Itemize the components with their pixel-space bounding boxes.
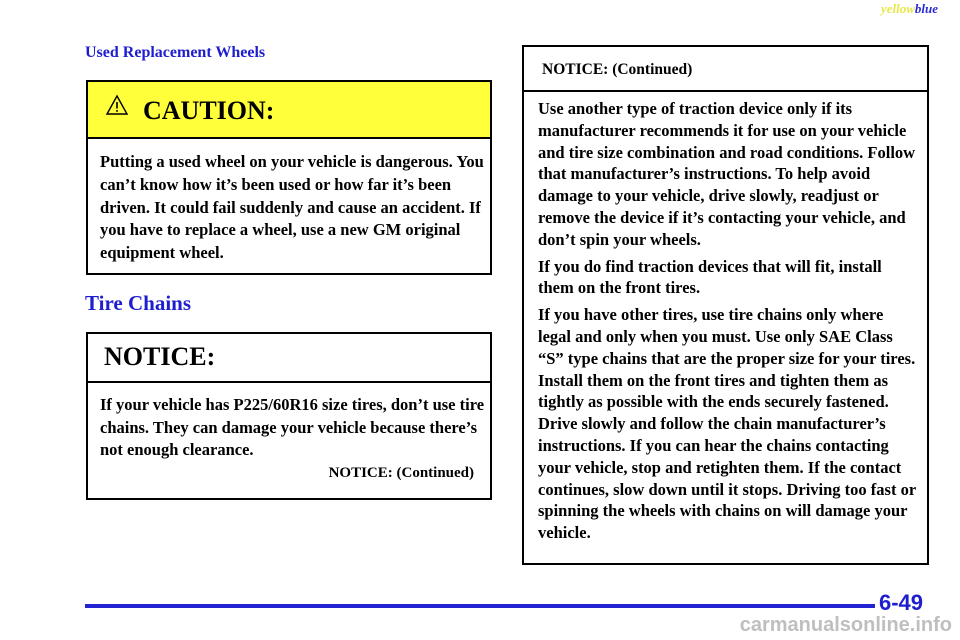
heading-tire-chains: Tire Chains	[85, 291, 192, 315]
caution-box	[86, 80, 492, 275]
notice-text: If your vehicle has P225/60R16 size tires, don’t use tire chains. They can damage your vehicle because there’s not enough clearance.	[100, 395, 485, 459]
notice-continued-label: NOTICE: (Continued)	[328, 465, 474, 481]
notice-box	[86, 332, 492, 500]
warning-triangle-icon	[106, 94, 128, 116]
notice-paragraph: If you have other tires, use tire chains only where legal and only when you must. Use only SAE Class “S” type chains that are the proper size for your tires. Install them on the front tires and tighten them as tightly as possible with the ends securely fastened. Drive slowly and follow the chain manufacturer’s instructions. If you can hear the chains contacting your vehicle, stop and retighten them. If the contact continues, slow down until it stops. Driving too fast or spinning the wheels with chains on will damage your vehicle.	[538, 305, 916, 543]
notice-paragraph: Use another type of traction device only if its manufacturer recommends it for use on your vehicle and tire size combination and road conditions. Follow that manufacturer’s instructions. To help avoid damage to your vehicle, drive slowly, readjust or remove the device if it’s contacting your vehicle, and don’t spin your wheels.	[538, 99, 916, 249]
print-color-marks	[881, 1, 938, 17]
watermark: carmanualsonline.info	[739, 614, 952, 636]
caution-text: Putting a used wheel on your vehicle is dangerous. You can’t know how it’s been used or how far it’s been driven. It could fail suddenly and cause an accident. If you have to replace a wheel, use a new GM original equipment wheel.	[100, 152, 484, 263]
caution-header	[88, 82, 490, 139]
notice-paragraph: If you do find traction devices that will fit, install them on the front tires.	[538, 256, 882, 298]
notice-continued-header	[524, 47, 927, 92]
notice-continued-box	[522, 45, 929, 565]
caution-title: CAUTION:	[143, 96, 275, 125]
footer-rule	[85, 604, 875, 608]
notice-title: NOTICE:	[104, 342, 216, 371]
notice-header	[88, 334, 490, 383]
notice-continued-body	[538, 98, 920, 549]
notice-continued-title: NOTICE: (Continued)	[542, 61, 693, 78]
subheading-used-wheels: Used Replacement Wheels	[85, 44, 266, 61]
color-mark-blue: blue	[914, 1, 938, 16]
color-mark-yellow: yellow	[880, 1, 915, 16]
page-number: 6-49	[878, 590, 923, 615]
